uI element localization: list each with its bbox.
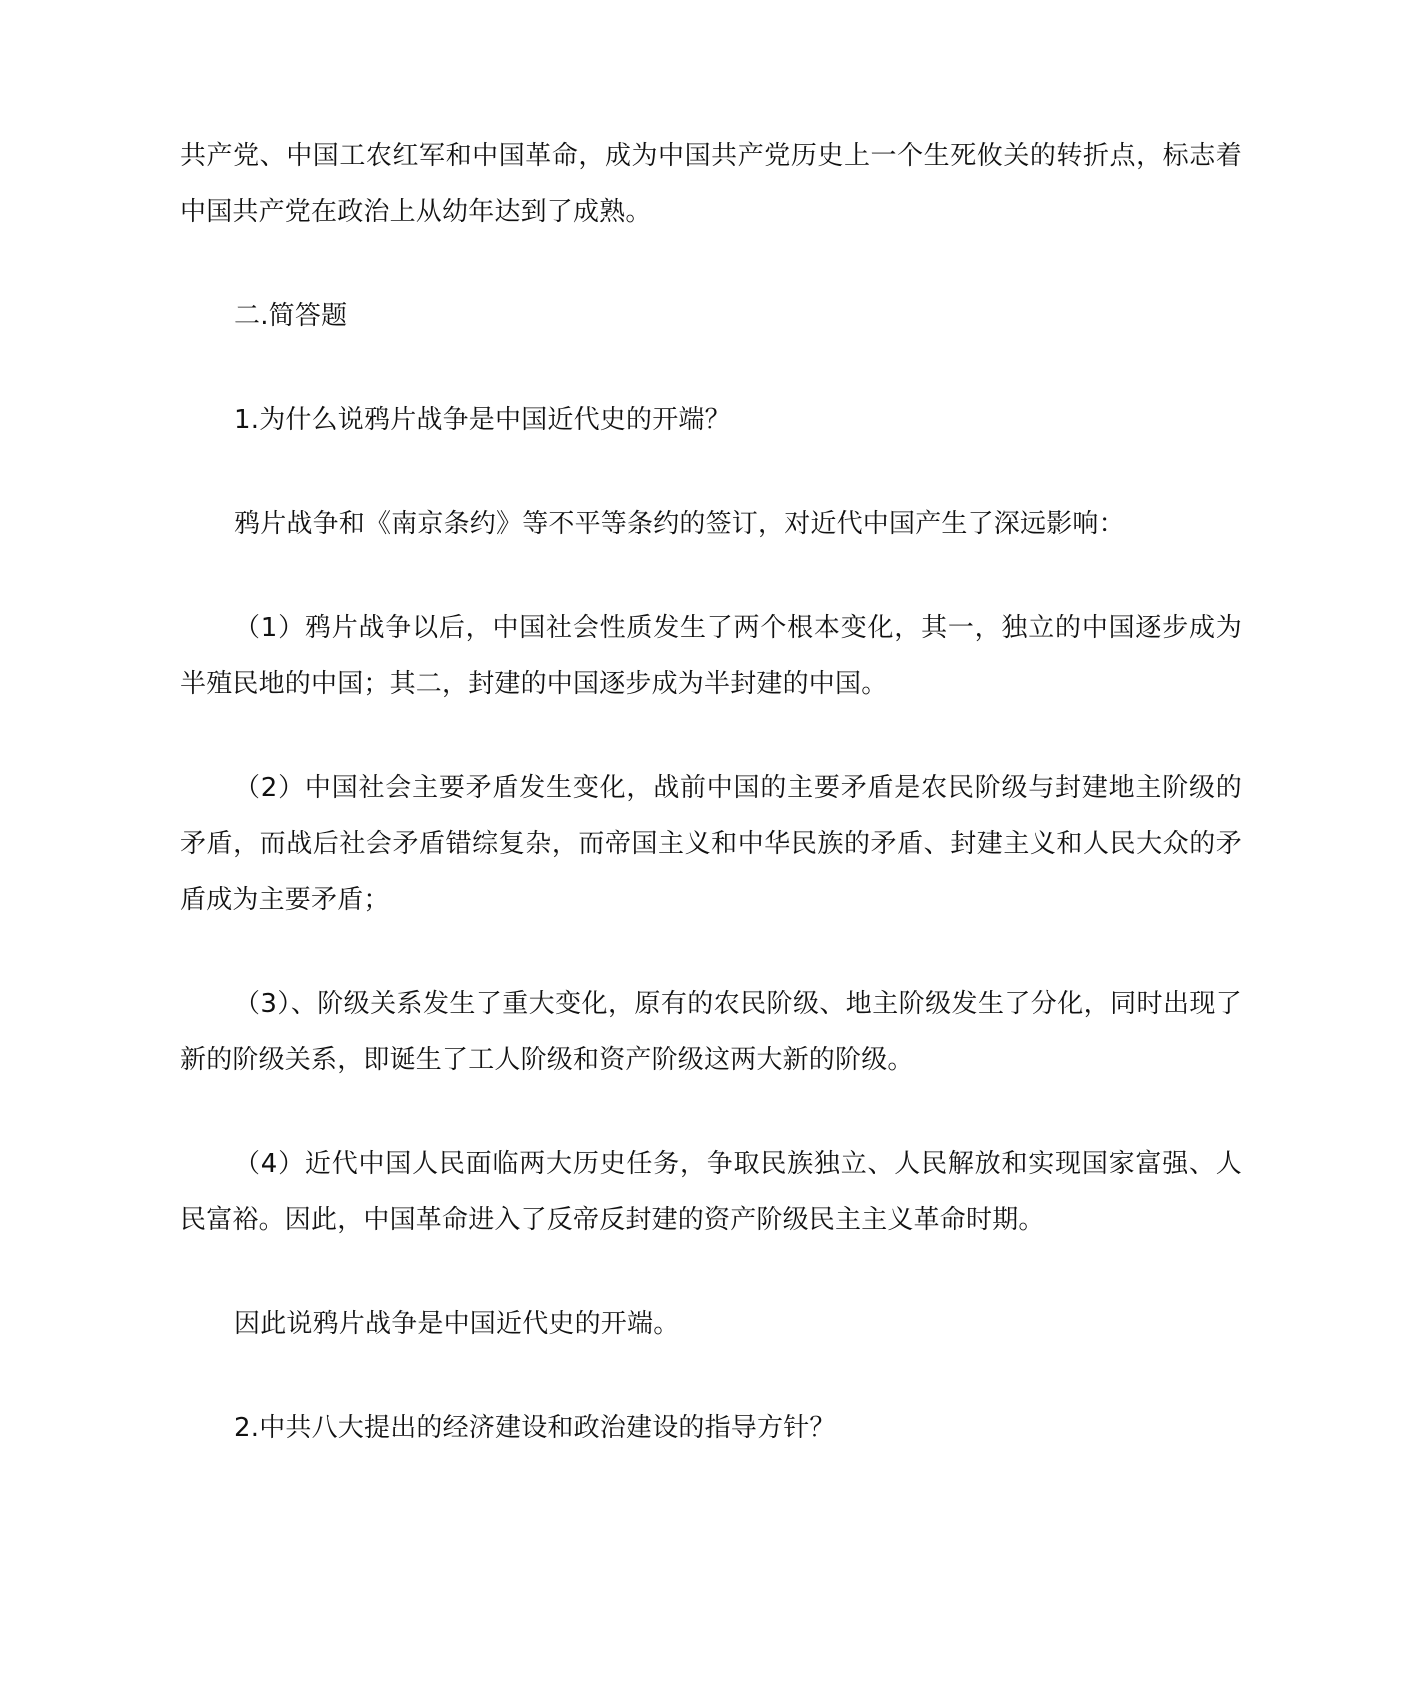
question-1: 1.为什么说鸦片战争是中国近代史的开端？ — [234, 405, 731, 435]
document-body — [180, 128, 1242, 1456]
paragraph-continuation: 共产党、中国工农红军和中国革命，成为中国共产党历史上一个生死攸关的转折点，标志着中国共产党在政治上从幼年达到了成熟。 — [180, 141, 1242, 227]
answer-point-1: （1）鸦片战争以后，中国社会性质发生了两个根本变化，其一，独立的中国逐步成为半殖民地的中国；其二，封建的中国逐步成为半封建的中国。 — [180, 613, 1242, 699]
section-heading-short-answer: 二.简答题 — [234, 301, 348, 331]
answer-point-2: （2）中国社会主要矛盾发生变化，战前中国的主要矛盾是农民阶级与封建地主阶级的矛盾，而战后社会矛盾错综复杂，而帝国主义和中华民族的矛盾、封建主义和人民大众的矛盾成为主要矛盾； — [180, 773, 1242, 915]
answer-intro: 鸦片战争和《南京条约》等不平等条约的签订，对近代中国产生了深远影响： — [234, 509, 1125, 539]
answer-point-3: （3）、阶级关系发生了重大变化，原有的农民阶级、地主阶级发生了分化，同时出现了新的阶级关系，即诞生了工人阶级和资产阶级这两大新的阶级。 — [180, 989, 1242, 1075]
answer-point-4: （4）近代中国人民面临两大历史任务，争取民族独立、人民解放和实现国家富强、人民富裕。因此，中国革命进入了反帝反封建的资产阶级民主主义革命时期。 — [180, 1149, 1242, 1235]
answer-conclusion: 因此说鸦片战争是中国近代史的开端。 — [234, 1309, 680, 1339]
question-2: 2.中共八大提出的经济建设和政治建设的指导方针？ — [234, 1413, 836, 1443]
